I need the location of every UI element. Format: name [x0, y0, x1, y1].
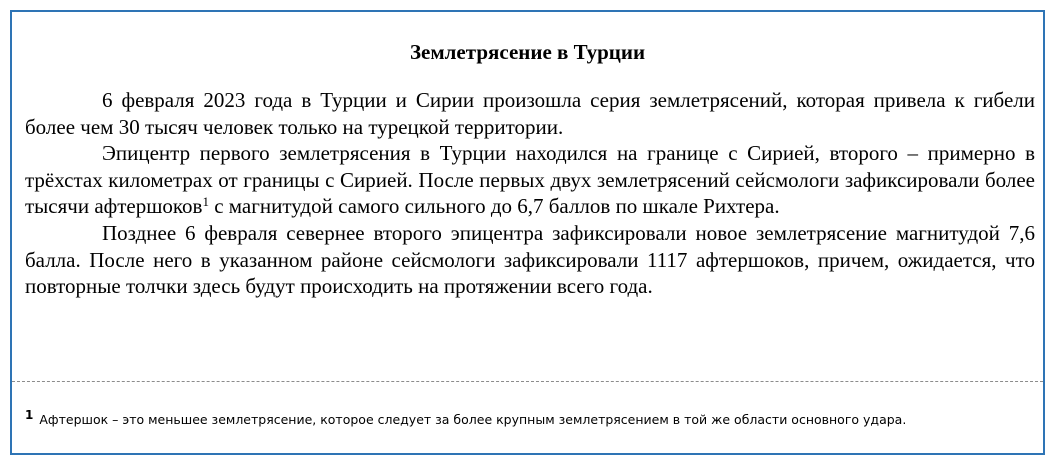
footnote-reference[interactable]: 1	[202, 194, 209, 210]
paragraph-3	[25, 220, 1035, 300]
paragraph-3-text: Позднее 6 февраля севернее второго эпицентра зафиксировали новое землетрясение магнитудой 7,6 балла. После него в указанном районе сейсмологи зафиксировали 1117 афтершоков, причем, ожидается, что повторные толчки здесь будут происходить на протяжении всего года.	[25, 220, 1035, 299]
footnote-separator	[12, 381, 1043, 382]
footnote-text: Афтершок – это меньшее землетрясение, которое следует за более крупным землетрясением в той же области основного удара.	[39, 412, 907, 427]
paragraph-1-text: 6 февраля 2023 года в Турции и Сирии произошла серия землетрясений, которая привела к гибели более чем 30 тысяч человек только на турецкой территории.	[25, 88, 1035, 139]
paragraph-2-text: Эпицентр первого землетрясения в Турции находился на границе с Сирией, второго – примерно в трёхстах километрах от границы с Сирией. После первых двух землетрясений сейсмологи зафиксировали более тысячи афтершоков	[25, 141, 1035, 219]
paragraph-2-text-continued: с магнитудой самого сильного до 6,7 баллов по шкале Рихтера.	[208, 194, 780, 219]
footnote	[25, 408, 1030, 427]
document-frame	[10, 10, 1045, 455]
document-title: Землетрясение в Турции	[409, 40, 646, 64]
paragraph-1	[25, 87, 1035, 140]
paragraph-2	[25, 140, 1035, 220]
footnote-marker: 1	[25, 408, 34, 422]
document-body	[25, 87, 1035, 300]
